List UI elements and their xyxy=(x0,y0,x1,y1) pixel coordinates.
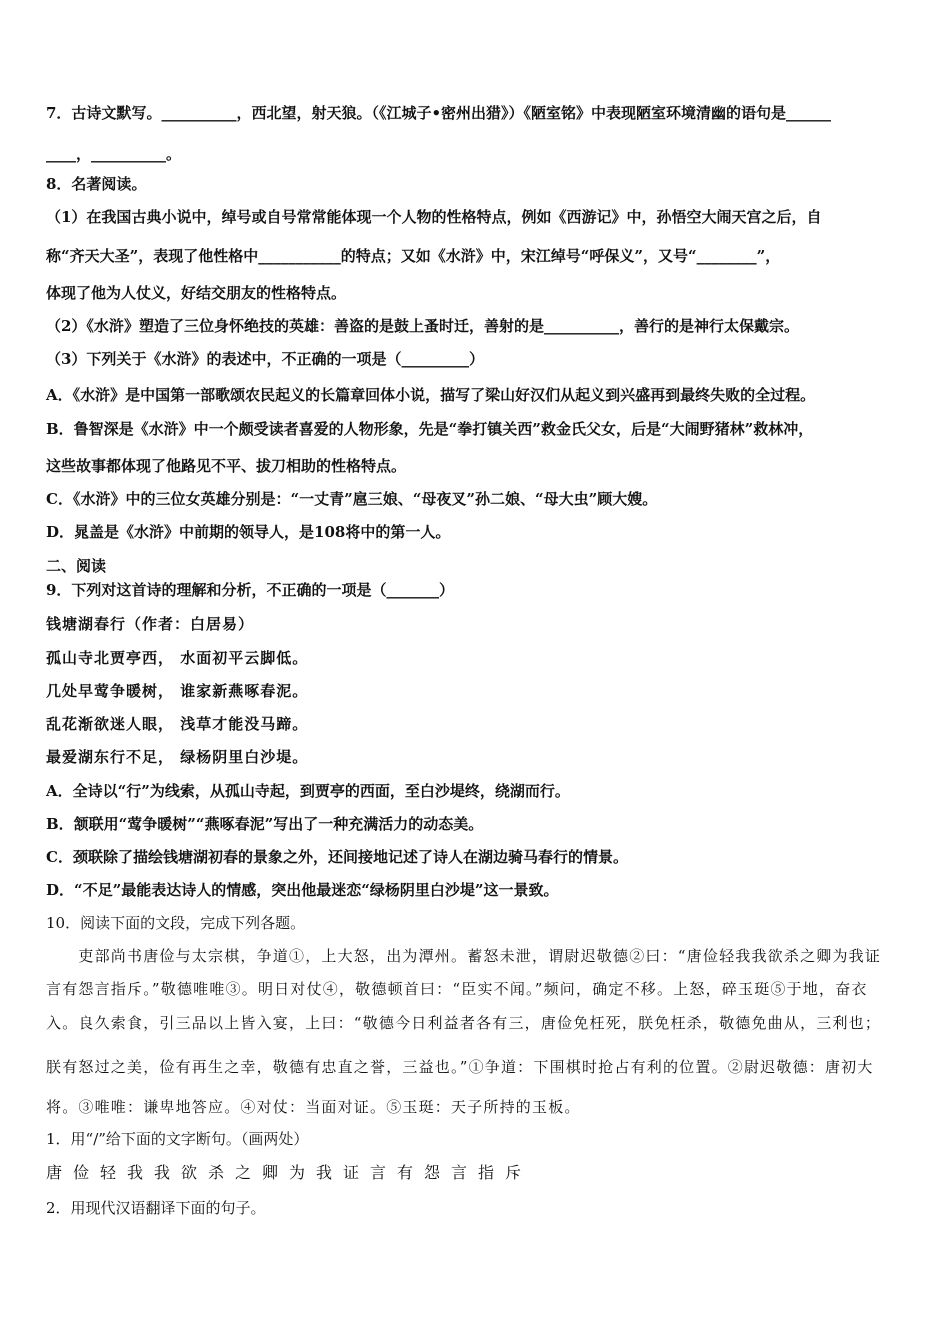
poem-title: 钱塘湖春行（作者：白居易） xyxy=(46,615,255,633)
q10-sub2: 2．用现代汉语翻译下面的句子。 xyxy=(46,1199,266,1217)
poem-line: 几处早莺争暖树， 谁家新燕啄春泥。 xyxy=(46,682,309,700)
poem-line: 乱花渐欲迷人眼， 浅草才能没马蹄。 xyxy=(46,715,309,733)
passage-line: 朕有怒过之美，俭有再生之幸，敬德有忠直之誉，三益也。”①争道：下围棋时抢占有利的位置。②尉迟敬德：唐初大 xyxy=(46,1058,874,1076)
passage-line: 吏部尚书唐俭与太宗棋，争道①，上大怒，出为潭州。蓄怒未泄，谓尉迟敬德②曰：“唐俭轻我我欲杀之卿为我证 xyxy=(46,947,882,965)
q8-option-c: C．《水浒》中的三位女英雄分别是：“一丈青”扈三娘、“母夜叉”孙二娘、“母大虫”顾大嫂。 xyxy=(46,490,658,508)
q9-option-b: B．颔联用“莺争暖树”“燕啄春泥”写出了一种充满活力的动态美。 xyxy=(46,815,484,833)
passage-line: 言有怨言指斥。”敬德唯唯③。明日对仗④，敬德顿首曰：“臣实不闻。”频问，确定不移。上怒，碎玉珽⑤于地，奋衣 xyxy=(46,980,868,998)
q8-option-b-line2: 这些故事都体现了他路见不平、拔刀相助的性格特点。 xyxy=(46,457,407,475)
q9-option-a: A．全诗以“行”为线索，从孤山寺起，到贾亭的西面，至白沙堤终，绕湖而行。 xyxy=(46,782,570,800)
q8-p1-line2: 称“齐天大圣”，表现了他性格中___________的特点；又如《水浒》中，宋江绰号“呼保义”，又号“________”， xyxy=(46,247,781,265)
q7-line1: 7．古诗文默写。__________，西北望，射天狼。（《江城子•密州出猎》）《陋室铭》中表现陋室环境清幽的语句是______ xyxy=(46,104,832,122)
q8-title: 8．名著阅读。 xyxy=(46,175,147,193)
q8-option-b-line1: B．鲁智深是《水浒》中一个颇受读者喜爱的人物形象，先是“拳打镇关西”救金氏父女，后是“大闹野猪林”救林冲， xyxy=(46,420,814,438)
q8-p2: （2）《水浒》塑造了三位身怀绝技的英雄：善盗的是鼓上蚤时迁，善射的是__________，善行的是神行太保戴宗。 xyxy=(46,317,799,335)
q10-sub1: 1．用“/”给下面的文字断句。（画两处） xyxy=(46,1130,309,1148)
section-2-title: 二、阅读 xyxy=(46,557,107,575)
q8-option-a: A．《水浒》是中国第一部歌颂农民起义的长篇章回体小说，描写了梁山好汉们从起义到兴盛再到最终失败的全过程。 xyxy=(46,386,816,404)
q10-sub1-text: 唐俭轻我我欲杀之卿为我证言有怨言指斥 xyxy=(46,1163,533,1182)
q8-p1-line3: 体现了他为人仗义，好结交朋友的性格特点。 xyxy=(46,284,347,302)
poem-line: 孤山寺北贾亭西， 水面初平云脚低。 xyxy=(46,649,309,667)
q9-title: 9．下列对这首诗的理解和分析，不正确的一项是（_______） xyxy=(46,581,454,599)
q10-title: 10．阅读下面的文段，完成下列各题。 xyxy=(46,914,306,932)
passage-line: 入。良久索食，引三品以上皆入宴，上曰：“敬德今日利益者各有三，唐俭免枉死，朕免枉杀，敬德免曲从，三利也； xyxy=(46,1014,882,1032)
q8-p3: （3）下列关于《水浒》的表述中，不正确的一项是（_________） xyxy=(46,350,484,368)
poem-line: 最爱湖东行不足， 绿杨阴里白沙堤。 xyxy=(46,748,309,766)
q9-option-d: D．“不足”最能表达诗人的情感，突出他最迷恋“绿杨阴里白沙堤”这一景致。 xyxy=(46,881,559,899)
q7-line2: ____，__________。 xyxy=(46,145,182,163)
passage-line: 将。③唯唯：谦卑地答应。④对仗：当面对证。⑤玉珽：天子所持的玉板。 xyxy=(46,1098,581,1116)
q8-p1-line1: （1）在我国古典小说中，绰号或自号常常能体现一个人物的性格特点，例如《西游记》中，孙悟空大闹天宫之后，自 xyxy=(46,208,822,226)
q8-option-d: D．晁盖是《水浒》中前期的领导人，是108将中的第一人。 xyxy=(46,523,451,541)
q9-option-c: C．颈联除了描绘钱塘湖初春的景象之外，还间接地记述了诗人在湖边骑马春行的情景。 xyxy=(46,848,628,866)
